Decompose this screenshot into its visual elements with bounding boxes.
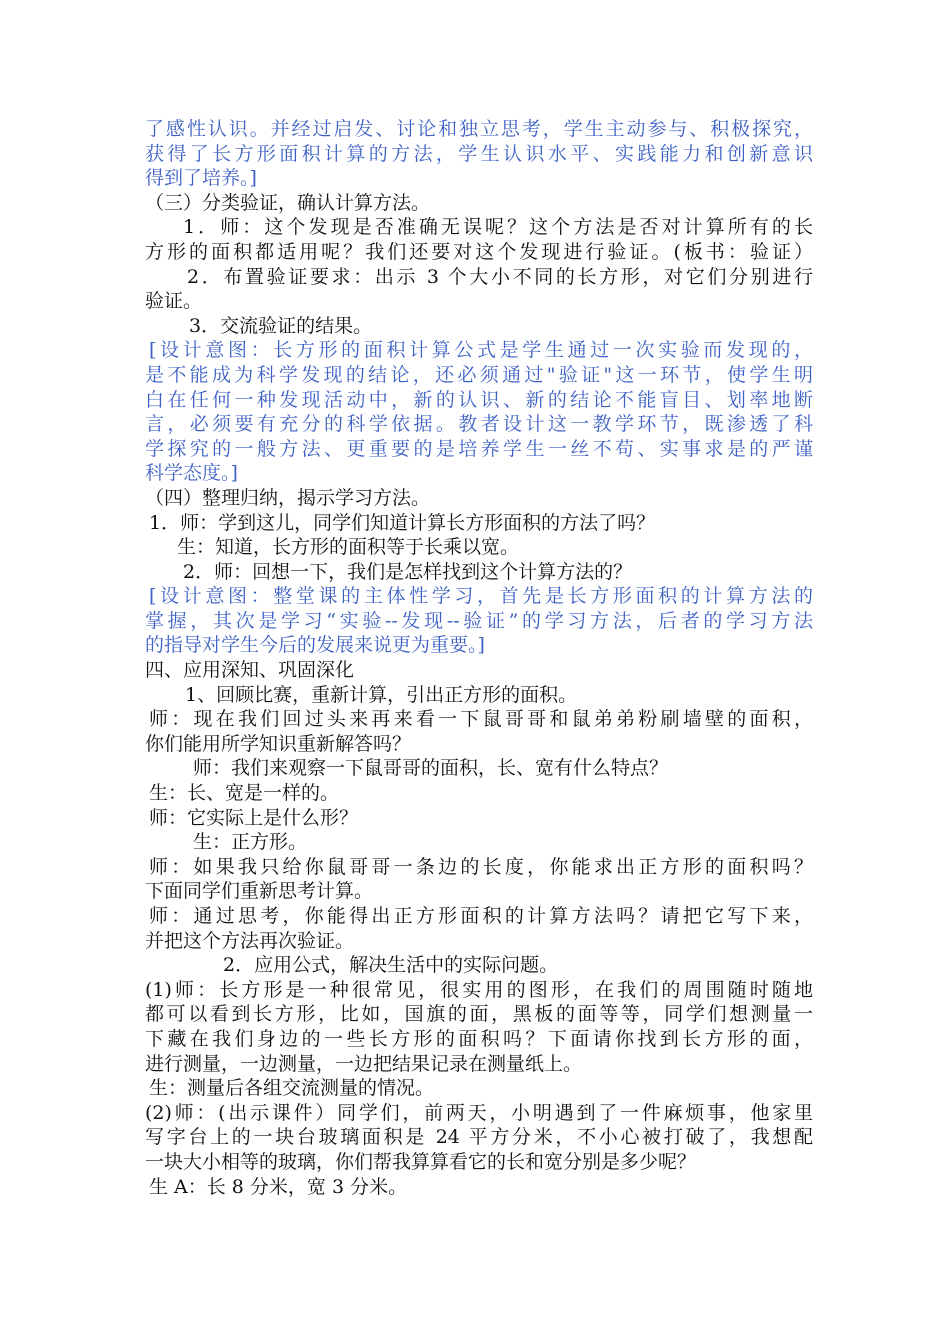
text-line: 师：它实际上是什么形？ [149,806,359,829]
design-intent-line: 得到了培养。] [145,167,257,190]
text-line: 验证。 [145,290,203,313]
design-intent-line: 科学态度。] [145,462,238,485]
text-line: 师：现在我们回过头来再来看一下鼠哥哥和鼠弟弟粉刷墙壁的面积， [149,708,813,731]
design-intent-line: 是不能成为科学发现的结论，还必须通过"验证"这一环节，使学生明 [145,363,813,386]
text-line: 生：正方形。 [193,831,308,854]
text-line: 师：通过思考，你能得出正方形面积的计算方法吗？请把它写下来， [149,905,813,927]
text-line: 一块大小相等的玻璃，你们帮我算算看它的长和宽分别是多少呢？ [145,1150,697,1173]
design-intent-line: 的指导对学生今后的发展来说更为重要。] [145,634,485,657]
design-intent-line: 获得了长方形面积计算的方法，学生认识水平、实践能力和创新意识 [145,142,813,165]
text-line: 生 A：长 8 分米，宽 3 分米。 [149,1175,408,1198]
design-intent-line: [设计意图：长方形的面积计算公式是学生通过一次实验而发现的， [149,339,813,362]
text-line: 生：测量后各组交流测量的情况。 [149,1077,435,1100]
text-line: 方形的面积都适用呢？我们还要对这个发现进行验证。(板书：验证） [145,240,813,263]
text-line: 下面同学们重新思考计算。 [145,880,374,903]
text-line: 生：长、宽是一样的。 [149,782,340,805]
design-intent-line: [设计意图：整堂课的主体性学习，首先是长方形面积的计算方法的 [149,585,813,608]
design-intent-line: 了感性认识。并经过启发、讨论和独立思考，学生主动参与、积极探究， [145,118,813,140]
text-line: 1、回顾比赛，重新计算，引出正方形的面积。 [185,683,578,706]
text-line: 师：如果我只给你鼠哥哥一条边的长度，你能求出正方形的面积吗？ [149,855,813,878]
text-line: 师：我们来观察一下鼠哥哥的面积，长、宽有什么特点？ [193,757,669,780]
design-intent-line: 言，必须要有充分的科学依据。教者设计这一教学环节，既渗透了科 [145,413,813,436]
text-line: 都可以看到长方形，比如，国旗的面，黑板的面等等，同学们想测量一 [145,1003,813,1026]
text-line: 1．师：这个发现是否准确无误呢？这个方法是否对计算所有的长 [183,216,813,239]
text-line: 2．师：回想一下，我们是怎样找到这个计算方法的？ [183,560,633,583]
text-line: 你们能用所学知识重新解答吗？ [145,732,412,755]
text-line: (1)师：长方形是一种很常见，很实用的图形，在我们的周围随时随地 [145,978,813,1001]
text-line: 1．师：学到这儿，同学们知道计算长方形面积的方法了吗？ [149,511,656,534]
design-intent-line: 白在任何一种发现活动中，新的认识、新的结论不能盲目、划率地断 [145,388,813,411]
text-line: 写字台上的一块台玻璃面积是 24 平方分米，不小心被打破了，我想配 [145,1126,813,1149]
design-intent-line: 掌握，其次是学习“实验--发现--验证”的学习方法，后者的学习方法 [145,609,813,632]
text-line: 下藏在我们身边的一些长方形的面积吗？下面请你找到长方形的面， [145,1027,813,1050]
text-line: 进行测量，一边测量，一边把结果记录在测量纸上。 [145,1052,583,1075]
text-line: 四、应用深知、巩固深化 [145,659,355,682]
document-body [145,117,813,1199]
text-line: （三）分类验证，确认计算方法。 [145,191,431,214]
text-line: (2)师：(出示课件）同学们，前两天，小明遇到了一件麻烦事，他家里 [145,1101,813,1124]
text-line: （四）整理归纳，揭示学习方法。 [145,486,431,509]
text-line: 2．应用公式，解决生活中的实际问题。 [223,954,559,977]
design-intent-line: 学探究的一般方法、更重要的是培养学生一丝不苟、实事求是的严谨 [145,437,813,460]
text-line: 3．交流验证的结果。 [189,314,373,337]
text-line: 生：知道，长方形的面积等于长乘以宽。 [177,536,520,559]
text-line: 并把这个方法再次验证。 [145,929,355,952]
text-line: 2．布置验证要求：出示 3 个大小不同的长方形，对它们分别进行 [187,265,813,288]
